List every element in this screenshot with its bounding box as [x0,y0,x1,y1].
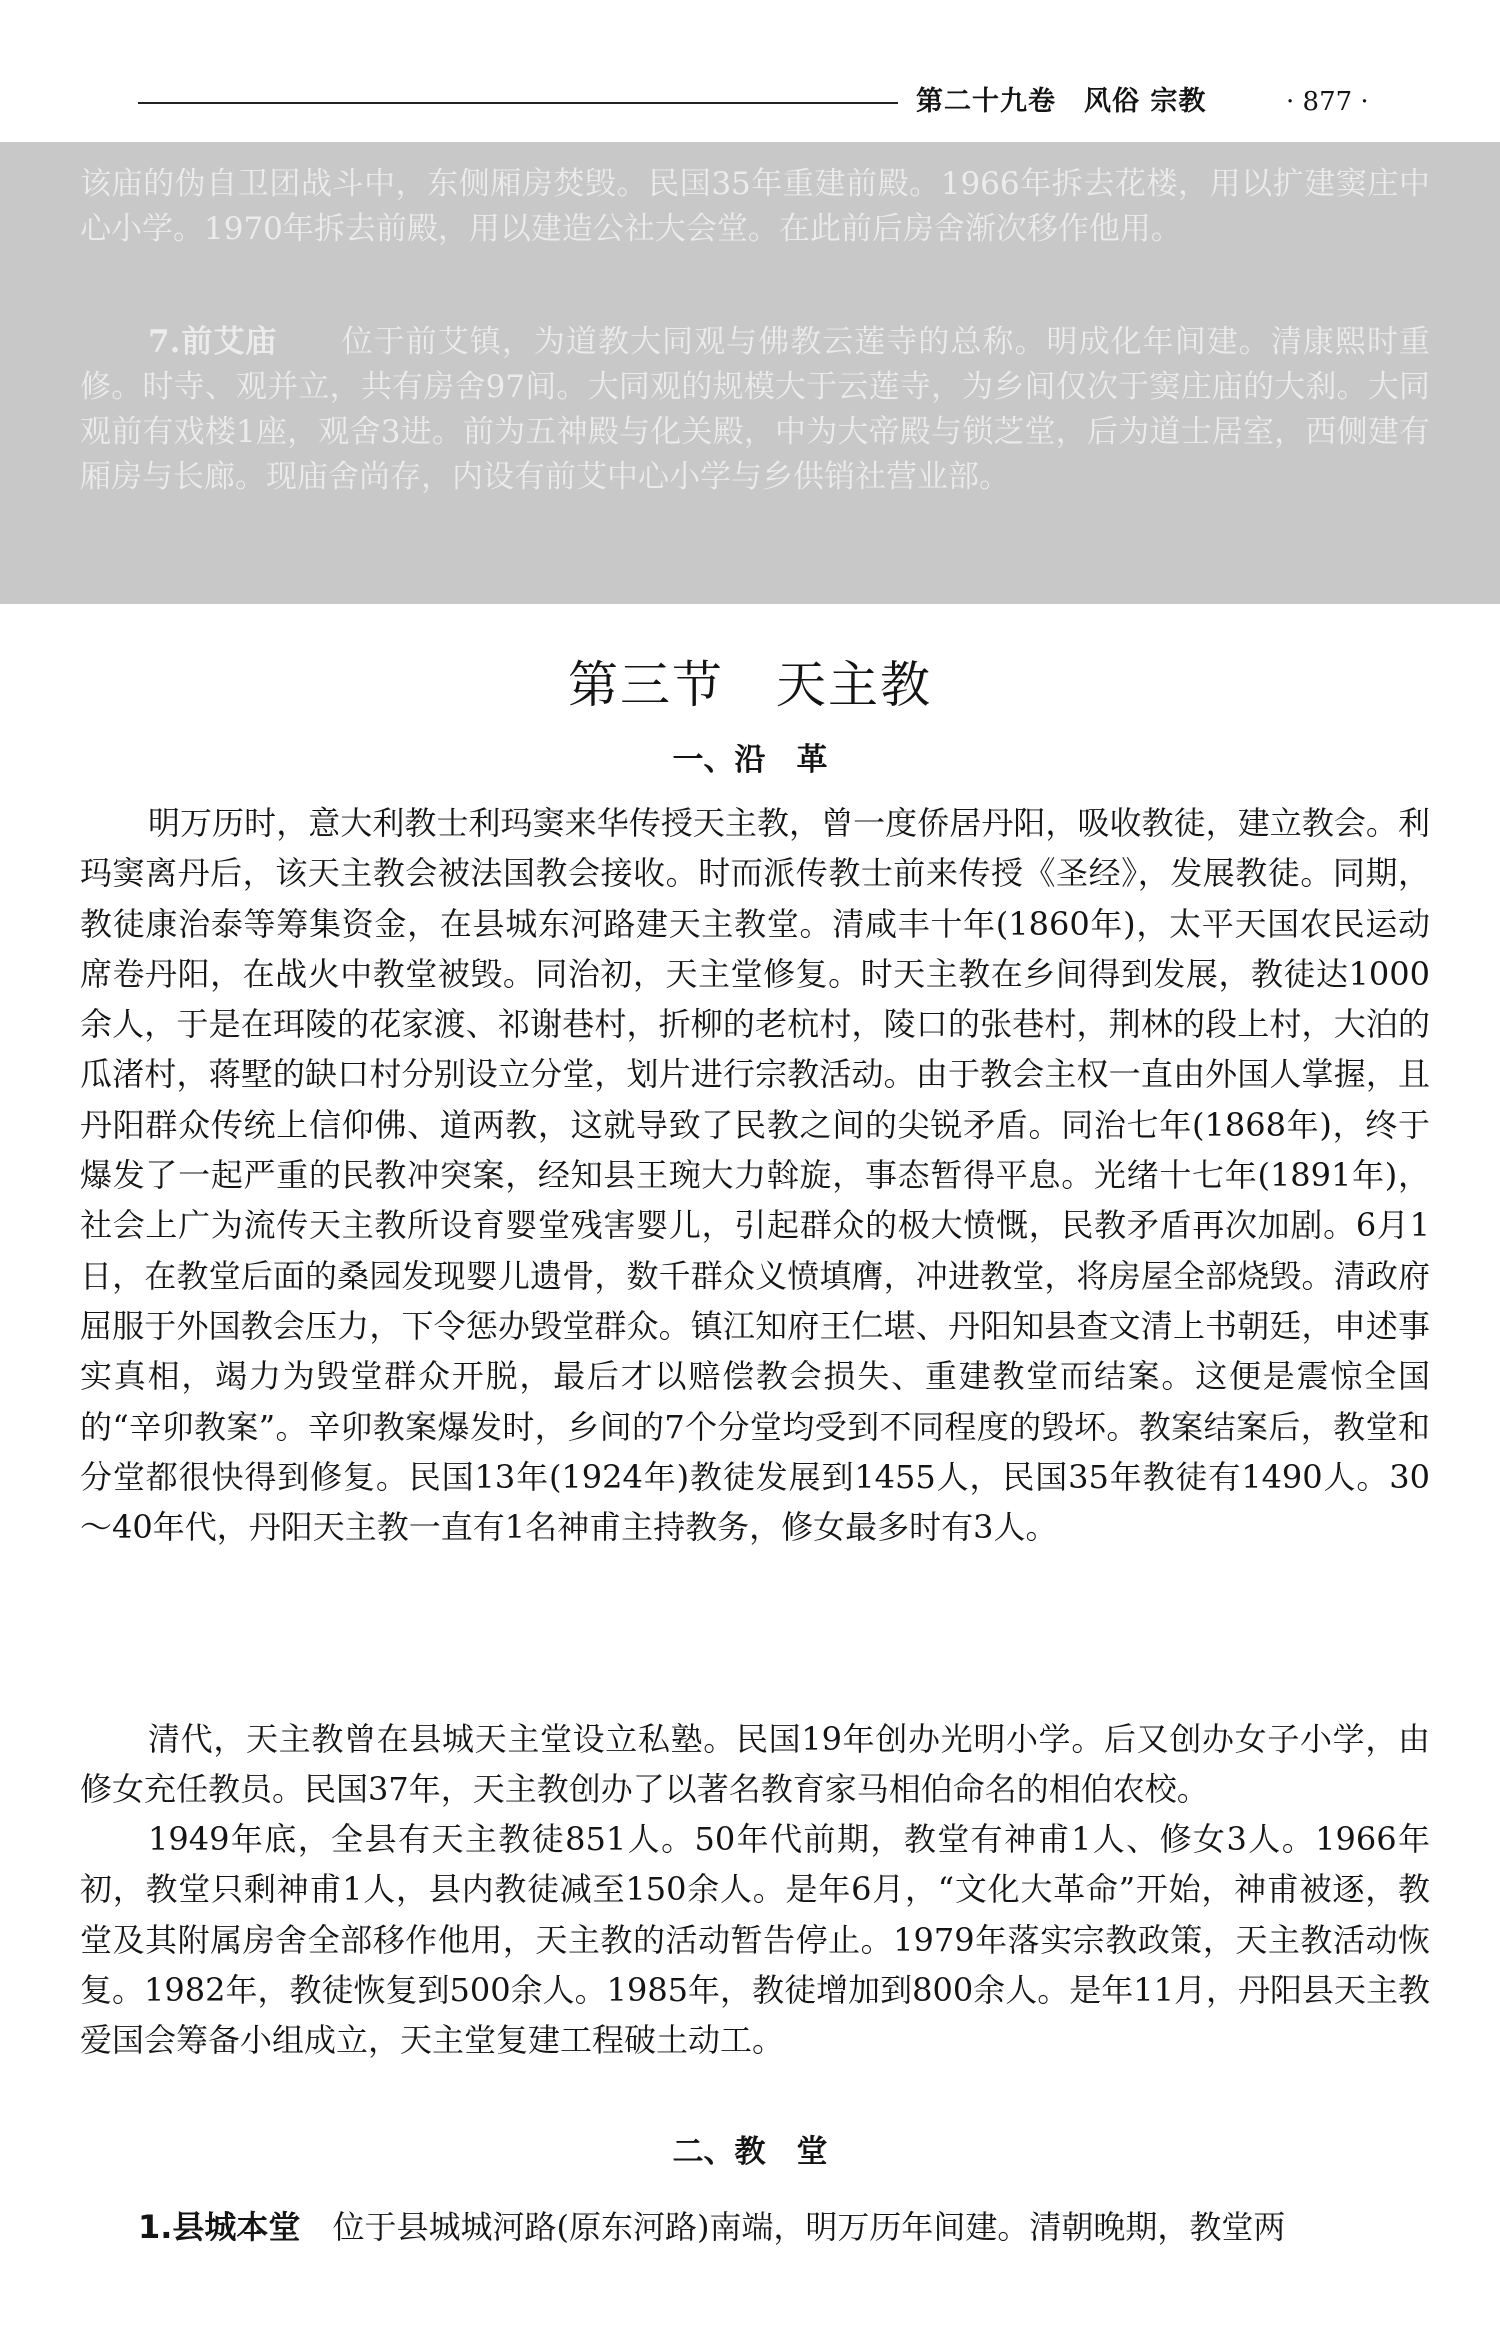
subheading-churches: 二、教 堂 [672,2134,828,2170]
paragraph-schools: 清代，天主教曾在县城天主堂设立私塾。民国19年创办光明小学。后又创办女子小学，由修女充任教员。民国37年，天主教创办了以著名教育家马相伯命名的相伯农校。 [80,1720,1430,1809]
paragraph-modern: 1949年底，全县有天主教徒851人。50年代前期，教堂有神甫1人、修女3人。1966年初，教堂只剩神甫1人，县内教徒减至150余人。是年6月，“文化大革命”开始，神甫被逐，教堂及其附属房舍全部移作他用，天主教的活动暂告停止。1979年落实宗教政策，天主教活动恢复。1982年，教徒恢复到500余人。1985年，教徒增加到800余人。是年11月，丹阳县天主教爱国会筹备小组成立，天主堂复建工程破土动工。 [80,1820,1430,2060]
faded-paragraph-2-lead: 7.前艾庙 [148,324,278,360]
faded-paragraph-1: 该庙的伪自卫团战斗中，东侧厢房焚毁。民国35年重建前殿。1966年拆去花楼，用以扩建窦庄中心小学。1970年拆去前殿，用以建造公社大会堂。在此前后房舍渐次移作他用。 [80,166,1430,247]
section-title: 第三节 天主教 [568,656,932,714]
subheading-history: 一、沿 革 [672,742,828,778]
page-header [138,82,1368,122]
header-rule [138,102,898,104]
faded-paragraph-2 [80,320,1430,500]
main-church-lead: 1.县城本堂 [138,2208,301,2246]
faded-paragraph-2-text: 位于前艾镇，为道教大同观与佛教云莲寺的总称。明成化年间建。清康熙时重修。时寺、观并立，共有房舍97间。大同观的规模大于云莲寺，为乡间仅次于窦庄庙的大刹。大同观前有戏楼1座，观舍3进。前为五神殿与化关殿，中为大帝殿与锁芝堂，后为道士居室，西侧建有厢房与长廊。现庙舍尚存，内设有前艾中心小学与乡供销社营业部。 [80,324,1430,495]
page-number: · 877 · [1286,87,1369,117]
paragraph-history: 明万历时，意大利教士利玛窦来华传授天主教，曾一度侨居丹阳，吸收教徒，建立教会。利玛窦离丹后，该天主教会被法国教会接收。时而派传教士前来传授《圣经》，发展教徒。同期，教徒康治泰等筹集资金，在县城东河路建天主教堂。清咸丰十年(1860年)，太平天国农民运动席卷丹阳，在战火中教堂被毁。同治初，天主堂修复。时天主教在乡间得到发展，教徒达1000余人，于是在珥陵的花家渡、祁谢巷村，折柳的老杭村，陵口的张巷村，荆林的段上村，大泊的瓜渚村，蒋墅的缺口村分别设立分堂，划片进行宗教活动。由于教会主权一直由外国人掌握，且丹阳群众传统上信仰佛、道两教，这就导致了民教之间的尖锐矛盾。同治七年(1868年)，终于爆发了一起严重的民教冲突案，经知县王琬大力斡旋，事态暂得平息。光绪十七年(1891年)，社会上广为流传天主教所设育婴堂残害婴儿，引起群众的极大愤慨，民教矛盾再次加剧。6月1日，在教堂后面的桑园发现婴儿遗骨，数千群众义愤填膺，冲进教堂，将房屋全部烧毁。清政府屈服于外国教会压力，下令惩办毁堂群众。镇江知府王仁堪、丹阳知县查文清上书朝廷，申述事实真相，竭力为毁堂群众开脱，最后才以赔偿教会损失、重建教堂而结案。这便是震惊全国的“辛卯教案”。辛卯教案爆发时，乡间的7个分堂均受到不同程度的毁坏。教案结案后，教堂和分堂都很快得到修复。民国13年(1924年)教徒发展到1455人，民国35年教徒有1490人。30～40年代，丹阳天主教一直有1名神甫主持教务，修女最多时有3人。 [80,804,1430,1547]
running-title: 第二十九卷 风俗 宗教 [916,86,1207,117]
faded-text-block [0,142,1500,604]
main-church-text: 位于县城城河路(原东河路)南端，明万历年间建。清朝晚期，教堂两 [332,2208,1286,2246]
paragraph-main-church [80,2202,1430,2252]
